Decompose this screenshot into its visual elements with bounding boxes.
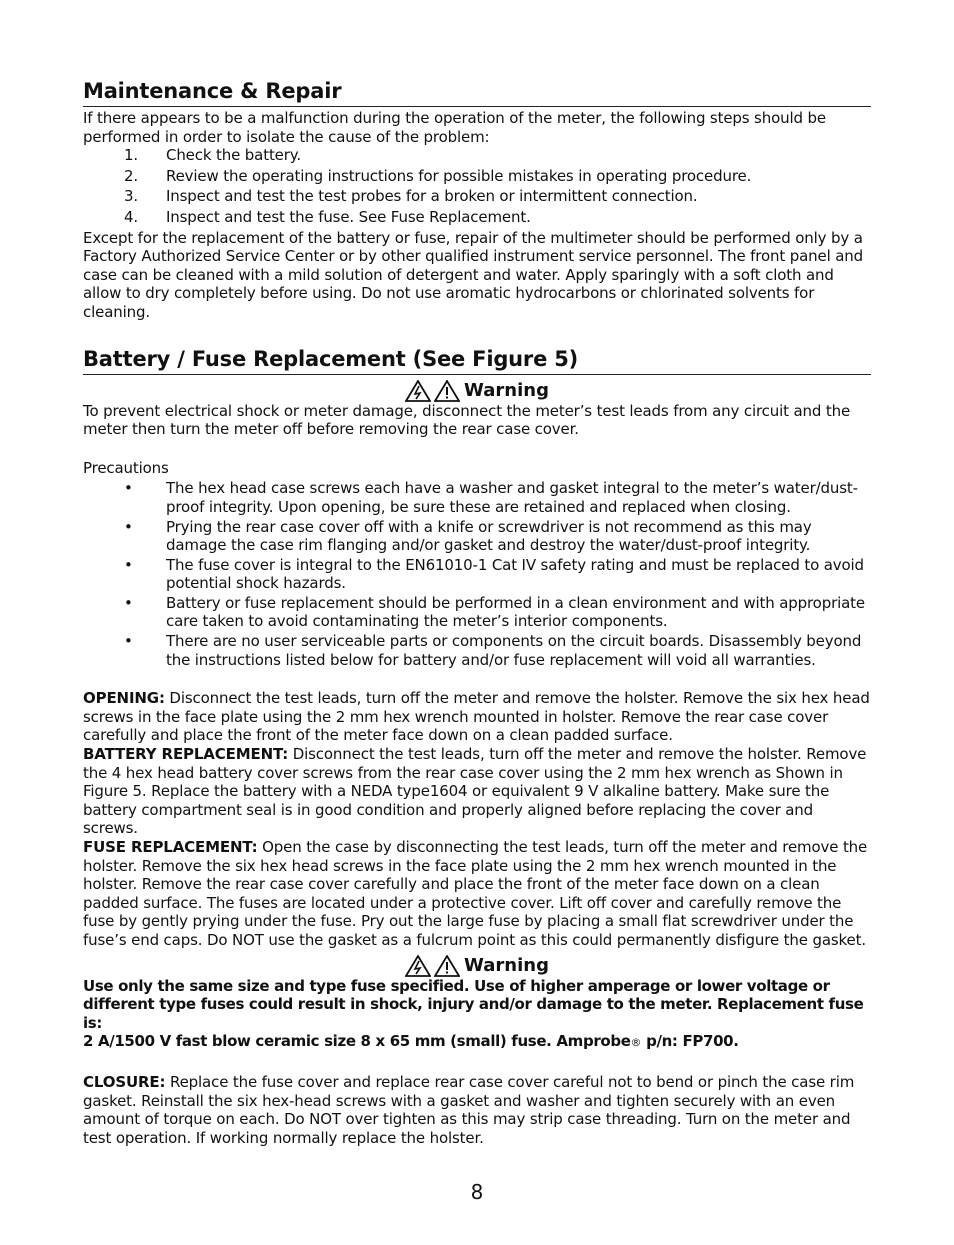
precautions-label: Precautions (83, 458, 169, 477)
warning-icons (405, 380, 460, 402)
opening-paragraph: OPENING: Disconnect the test leads, turn off the meter and remove the holster. Remove the six hex head screws in the face plate using the 2 mm hex wrench mounted in holster. Remove the rear case cover carefully and place the front of the meter face down on a clean padded surface. (83, 689, 870, 745)
precautions-list (83, 479, 871, 669)
list-item: • Battery or fuse replacement should be performed in a clean environment and with appropriate care taken to avoid contaminating the meter’s interior components. (124, 593, 865, 631)
caution-icon (434, 955, 460, 977)
warning-label: Warning (464, 954, 549, 976)
maintenance-body: Except for the replacement of the battery or fuse, repair of the multimeter should be performed only by a Factory Authorized Service Center or by other qualified instrument service personnel. The front panel and case can be cleaned with a mild solution of detergent and water. Apply sparingly with a soft cloth and allow to dry completely before using. Do not use aromatic hydrocarbons or chlorinated solvents for cleaning. (83, 228, 863, 321)
battery-paragraph: BATTERY REPLACEMENT: Disconnect the test leads, turn off the meter and remove the holster. Remove the 4 hex head battery cover screws from the rear case cover using the 2 mm hex wrench as Shown in Figure 5. Replace the battery with a NEDA type1604 or equivalent 9 V alkaline battery. Make sure the battery compartment seal is in good condition and properly aligned before replacing the cover and screws. (83, 745, 867, 838)
closure-paragraph: CLOSURE: Replace the fuse cover and replace rear case cover careful not to bend or pinch the case rim gasket. Reinstall the six hex-head screws with a gasket and washer and tighten securely with an even amount of torque on each. Do NOT over tighten as this may strip case threading. Turn on the meter and test operation. If working normally replace the holster. (83, 1072, 855, 1147)
caution-icon (434, 380, 460, 402)
shock-hazard-icon (405, 380, 431, 402)
list-item: • The fuse cover is integral to the EN61010-1 Cat IV safety rating and must be replaced to avoid potential shock hazards. (124, 555, 864, 593)
closure-label: CLOSURE: (83, 1072, 166, 1091)
fuse-warning-text: Use only the same size and type fuse specified. Use of higher amperage or lower voltage or different type fuses could result in shock, injury and/or damage to the meter. Replacement fuse is: (83, 976, 864, 1032)
warning-text: To prevent electrical shock or meter damage, disconnect the meter’s test leads from any circuit and the meter then turn the meter off before removing the rear case cover. (83, 401, 851, 439)
warning-heading (83, 955, 871, 977)
list-item: 2. Review the operating instructions for possible mistakes in operating procedure. (124, 166, 752, 185)
section-title-battery-fuse: Battery / Fuse Replacement (See Figure 5) (83, 346, 871, 375)
maintenance-intro: If there appears to be a malfunction during the operation of the meter, the following steps should be performed in order to isolate the cause of the problem: (83, 109, 826, 146)
list-item: 3. Inspect and test the test probes for a broken or intermittent connection. (124, 187, 698, 206)
warning-label: Warning (464, 379, 549, 401)
registered-mark: ® (630, 1036, 642, 1050)
list-item: • Prying the rear case cover off with a knife or screwdriver is not recommend as this may damage the case rim flanging and/or gasket and destroy the water/dust-proof integrity. (124, 517, 812, 555)
shock-hazard-icon (405, 955, 431, 977)
fuse-paragraph: FUSE REPLACEMENT: Open the case by disconnecting the test leads, turn off the meter and remove the holster. Remove the six hex head screws in the face plate using the 2 mm hex wrench mounted in the holster. Remove the rear case cover carefully and place the front of the meter face down on a clean padded surface. The fuses are located under a protective cover. Lift off cover and carefully remove the fuse by gently prying under the fuse. Pry out the large fuse by placing a small flat screwdriver under the fuse’s end caps. Do NOT use the gasket as a fulcrum point as this could permanently disfigure the gasket. (83, 838, 868, 949)
page-number: 8 (470, 1180, 484, 1204)
list-item: 1. Check the battery. (124, 146, 301, 165)
section-title-maintenance: Maintenance & Repair (83, 78, 871, 107)
fuse-label: FUSE REPLACEMENT: (83, 838, 258, 856)
opening-label: OPENING: (83, 689, 165, 708)
list-item: • The hex head case screws each have a washer and gasket integral to the meter’s water/dust-proof integrity. Upon opening, be sure these are retained and replaced when closing. (124, 479, 858, 516)
warning-icons (405, 955, 460, 977)
maintenance-steps (83, 146, 871, 226)
battery-label: BATTERY REPLACEMENT: (83, 745, 289, 764)
list-item: 4. Inspect and test the fuse. See Fuse Replacement. (124, 207, 531, 226)
page-content (83, 78, 871, 1147)
list-item: • There are no user serviceable parts or components on the circuit boards. Disassembly beyond the instructions listed below for battery and/or fuse replacement will void all warranties. (124, 632, 862, 669)
warning-heading (83, 380, 871, 402)
fuse-spec: 2 A/1500 V fast blow ceramic size 8 x 65 mm (small) fuse. Amprobe® p/n: FP700. (83, 1032, 739, 1051)
